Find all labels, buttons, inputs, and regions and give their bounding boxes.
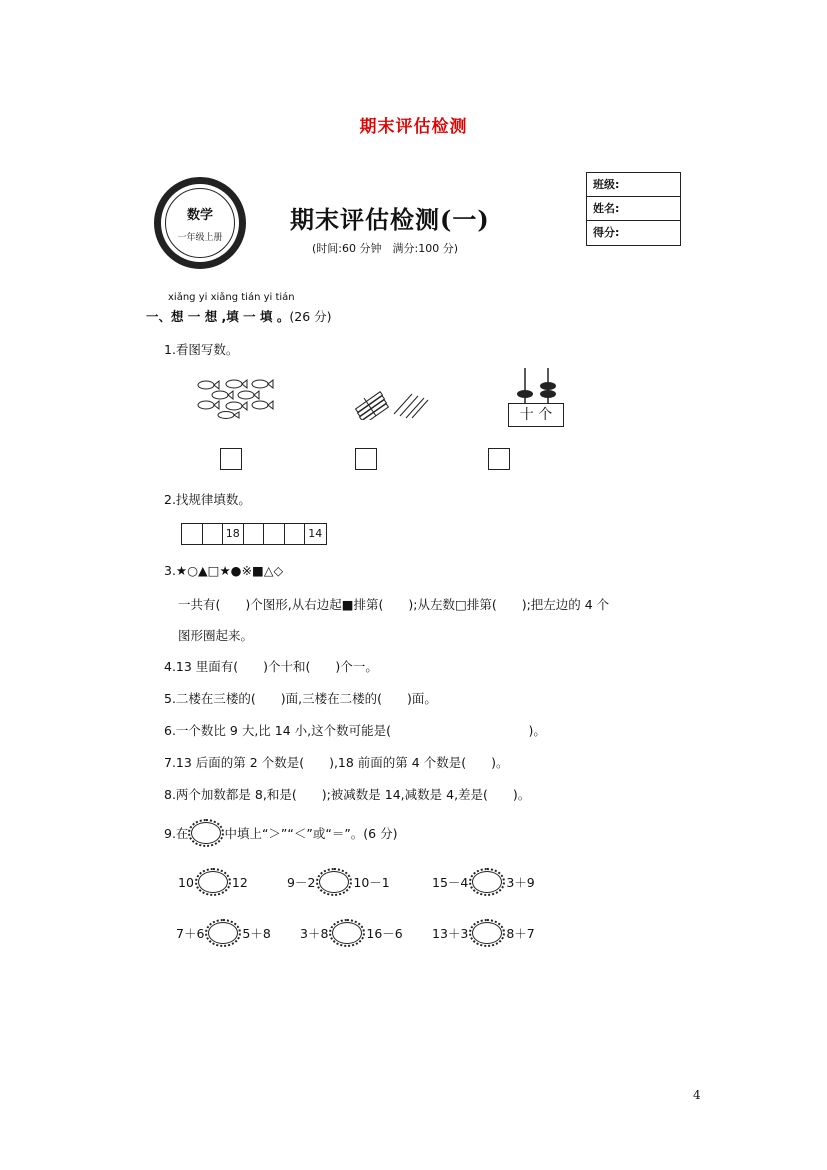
comparison-left: 9－2 bbox=[287, 875, 316, 890]
abacus-rods bbox=[510, 366, 562, 404]
name-field[interactable]: 姓名: bbox=[587, 197, 680, 221]
single-sticks-icon bbox=[394, 394, 428, 418]
flower-answer-slot[interactable] bbox=[472, 871, 502, 893]
comparison-right: 10－1 bbox=[353, 875, 390, 890]
sequence-cell[interactable] bbox=[182, 524, 203, 544]
stick-bundle-icon bbox=[356, 392, 389, 420]
comparison-left: 13＋3 bbox=[432, 926, 469, 941]
question-7: 7.13 后面的第 2 个数是( ),18 前面的第 4 个数是( )。 bbox=[164, 755, 509, 770]
flower-answer-slot[interactable] bbox=[208, 922, 238, 944]
sequence-cell[interactable] bbox=[244, 524, 265, 544]
sequence-cell[interactable] bbox=[264, 524, 285, 544]
comparison-item bbox=[287, 871, 390, 893]
score-field[interactable]: 得分: bbox=[593, 226, 620, 239]
comparison-item bbox=[432, 871, 535, 893]
abacus-label: 十 个 bbox=[508, 403, 564, 427]
page-top-title: 期末评估检测 bbox=[359, 117, 468, 137]
comparison-left: 7＋6 bbox=[176, 926, 205, 941]
question-9 bbox=[164, 822, 397, 844]
fish-icon bbox=[198, 401, 219, 409]
comparison-right: 12 bbox=[231, 874, 248, 890]
question-9-text: 中填上“＞”“＜”或“＝”。(6 分) bbox=[224, 826, 398, 841]
comparison-item bbox=[178, 871, 248, 893]
flower-answer-slot[interactable] bbox=[332, 922, 362, 944]
student-info-box bbox=[586, 172, 681, 246]
abacus-bead-icon bbox=[517, 390, 533, 398]
sequence-cell[interactable] bbox=[285, 524, 306, 544]
fish-picture bbox=[194, 376, 278, 420]
comparison-item bbox=[432, 922, 535, 944]
page-number: 4 bbox=[693, 1088, 701, 1102]
comparison-right: 3＋9 bbox=[506, 875, 535, 890]
answer-box-abacus[interactable] bbox=[488, 448, 510, 470]
question-3-symbols: 3.★○▲□★●※■△◇ bbox=[164, 563, 284, 578]
sequence-cell: 18 bbox=[223, 524, 244, 544]
subject-badge bbox=[154, 177, 246, 269]
fish-icon bbox=[226, 402, 247, 410]
fish-icon bbox=[238, 391, 259, 399]
comparison-left: 15－4 bbox=[432, 875, 469, 890]
question-2: 2.找规律填数。 bbox=[164, 492, 251, 507]
flower-icon bbox=[191, 822, 221, 844]
answer-box-sticks[interactable] bbox=[355, 448, 377, 470]
flower-answer-slot[interactable] bbox=[472, 922, 502, 944]
question-3-line2: 图形圈起来。 bbox=[178, 628, 254, 643]
question-8: 8.两个加数都是 8,和是( );被减数是 14,减数是 4,差是( )。 bbox=[164, 787, 531, 802]
badge-subject: 数学 bbox=[186, 208, 213, 223]
fish-icon bbox=[218, 412, 239, 419]
comparison-left: 3＋8 bbox=[300, 926, 329, 941]
fish-icon bbox=[252, 380, 273, 388]
question-9-prefix: 9.在 bbox=[164, 826, 189, 841]
abacus-bead-icon bbox=[540, 382, 556, 390]
exam-time-info: (时间:60 分钟 满分:100 分) bbox=[312, 242, 458, 255]
exam-title: 期末评估检测(一) bbox=[290, 205, 490, 234]
flower-answer-slot[interactable] bbox=[198, 871, 228, 893]
question-1: 1.看图写数。 bbox=[164, 342, 239, 357]
comparison-right: 16－6 bbox=[366, 926, 403, 941]
fish-icon bbox=[226, 380, 247, 388]
comparison-right: 5＋8 bbox=[242, 926, 271, 941]
section-pinyin: xiǎng yi xiǎng tián yi tián bbox=[168, 292, 295, 303]
comparison-item bbox=[176, 922, 271, 944]
answer-box-fish[interactable] bbox=[220, 448, 242, 470]
fish-icon bbox=[198, 381, 219, 389]
badge-grade: 一年级上册 bbox=[177, 233, 223, 243]
sticks-picture bbox=[350, 386, 430, 420]
pattern-sequence bbox=[181, 523, 327, 545]
sequence-cell[interactable] bbox=[203, 524, 224, 544]
section-title bbox=[146, 307, 332, 325]
fish-icon bbox=[252, 401, 273, 409]
abacus-bead-icon bbox=[540, 390, 556, 398]
flower-answer-slot[interactable] bbox=[319, 871, 349, 893]
question-4: 4.13 里面有( )个十和( )个一。 bbox=[164, 659, 378, 674]
section-title-text: 一、想 一 想 ,填 一 填 。 bbox=[146, 309, 290, 324]
question-6: 6.一个数比 9 大,比 14 小,这个数可能是( )。 bbox=[164, 723, 546, 738]
comparison-left: 10 bbox=[178, 874, 194, 890]
badge-inner-ring bbox=[165, 188, 235, 258]
fish-icon bbox=[212, 391, 233, 399]
question-3-line1: 一共有( )个图形,从右边起■排第( );从左数□排第( );把左边的 4 个 bbox=[178, 597, 610, 612]
question-5: 5.二楼在三楼的( )面,三楼在二楼的( )面。 bbox=[164, 691, 437, 706]
section-points: (26 分) bbox=[289, 309, 332, 324]
sequence-cell: 14 bbox=[308, 527, 323, 540]
comparison-item bbox=[300, 922, 403, 944]
comparison-right: 8＋7 bbox=[506, 926, 535, 941]
class-field[interactable]: 班级: bbox=[587, 173, 680, 197]
